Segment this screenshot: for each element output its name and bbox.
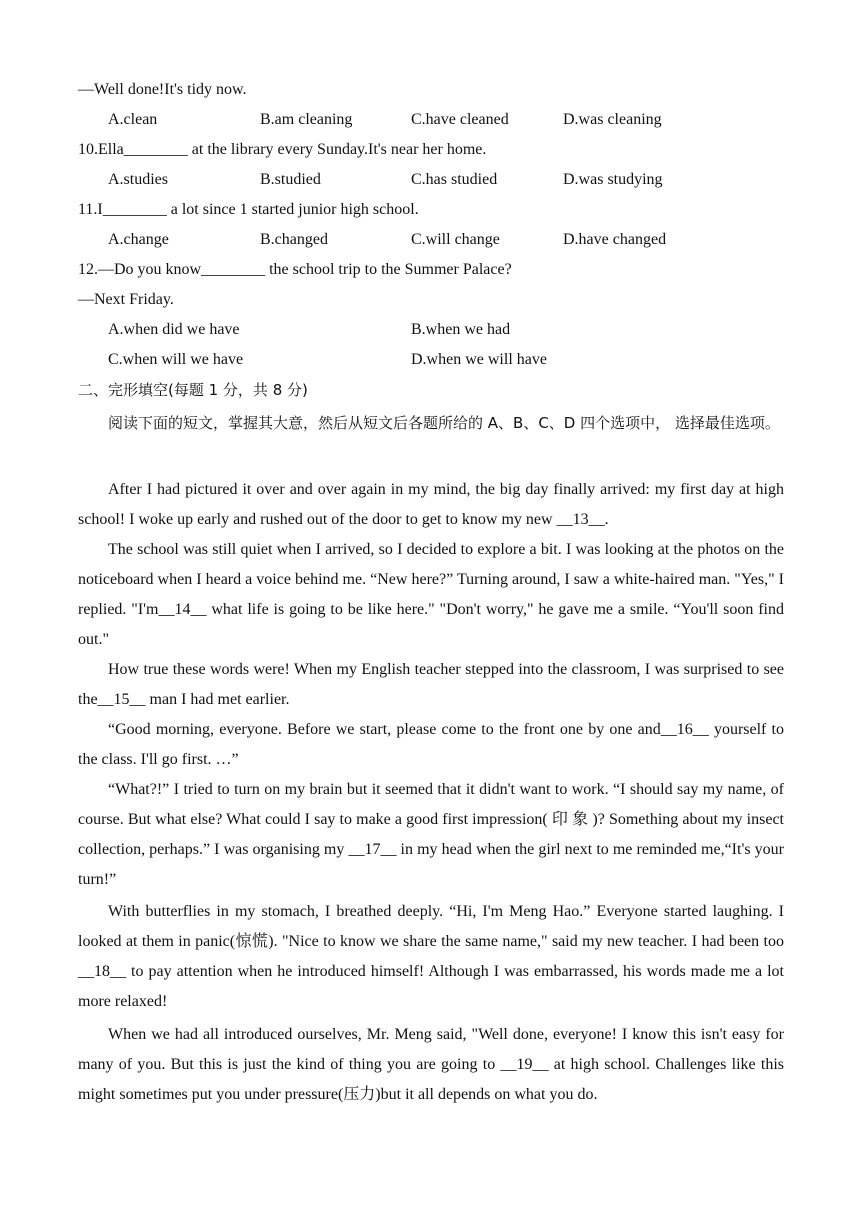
passage-paragraph-1: After I had pictured it over and over again in my mind, the big day finally arrived: my first day at high school! I woke up early and rushed out of the door to get to know my new __13__. — [78, 481, 784, 528]
q11-option-c: C.will change — [411, 231, 500, 248]
passage-paragraph-4: “Good morning, everyone. Before we start, please come to the front one by one and__16__ yourself to the class. I'll go first. …” — [78, 721, 784, 768]
passage-paragraph-5: “What?!” I tried to turn on my brain but it seemed that it didn't want to work. “I should say my name, of course. But what else? What could I say to make a good first impression( 印 象 )? Something about my insect collection, perhaps.” I was organising my __17__ in my head when the girl next to me reminded me,“It's your turn!” — [78, 781, 784, 888]
q12-option-c: C.when will we have — [108, 351, 244, 368]
q11-stem: 11.I________ a lot since 1 started junior high school. — [78, 201, 419, 218]
q9-response: —Well done!It's tidy now. — [78, 81, 247, 98]
passage-paragraph-2: The school was still quiet when I arrived, so I decided to explore a bit. I was looking at the photos on the noticeboard when I heard a voice behind me. “New here?” Turning around, I saw a white-haired man. "Yes," I replied. "I'm__14__ what life is going to be like here." "Don't worry," he gave me a smile. “You'll soon find out." — [78, 541, 784, 648]
q10-stem: 10.Ella________ at the library every Sunday.It's near her home. — [78, 141, 487, 158]
q10-option-d: D.was studying — [563, 171, 663, 188]
section-instruction: 阅读下面的短文，掌握其大意，然后从短文后各题所给的 A、B、C、D 四个选项中， 选择最佳选项。 — [108, 414, 780, 432]
q10-option-b: B.studied — [260, 171, 321, 188]
q12-option-d: D.when we will have — [411, 351, 547, 368]
q12-response: —Next Friday. — [78, 291, 174, 308]
passage-paragraph-6: With butterflies in my stomach, I breathed deeply. “Hi, I'm Meng Hao.” Everyone started laughing. I looked at them in panic(惊慌). "Nice to know we share the same name," said my new teacher. I had been too __18__ to pay attention when he introduced himself! Although I was embarrassed, his words made me a lot more relaxed! — [78, 903, 784, 1010]
passage-paragraph-7: When we had all introduced ourselves, Mr. Meng said, "Well done, everyone! I know this isn't easy for many of you. But this is just the kind of thing you are going to __19__ at high school. Challenges like this might sometimes put you under pressure(压力)but it all depends on what you do. — [78, 1026, 784, 1103]
q11-option-b: B.changed — [260, 231, 328, 248]
section-heading: 二、完形填空(每题 1 分，共 8 分) — [78, 381, 308, 399]
q9-option-a: A.clean — [108, 111, 158, 128]
q10-option-c: C.has studied — [411, 171, 498, 188]
q9-option-d: D.was cleaning — [563, 111, 662, 128]
q11-option-a: A.change — [108, 231, 169, 248]
q9-option-c: C.have cleaned — [411, 111, 509, 128]
q11-option-d: D.have changed — [563, 231, 667, 248]
q12-stem: 12.—Do you know________ the school trip to the Summer Palace? — [78, 261, 512, 278]
q12-option-b: B.when we had — [411, 321, 511, 338]
passage-paragraph-3: How true these words were! When my English teacher stepped into the classroom, I was surprised to see the__15__ man I had met earlier. — [78, 661, 784, 708]
q9-option-b: B.am cleaning — [260, 111, 353, 128]
q10-option-a: A.studies — [108, 171, 168, 188]
q12-option-a: A.when did we have — [108, 321, 240, 338]
